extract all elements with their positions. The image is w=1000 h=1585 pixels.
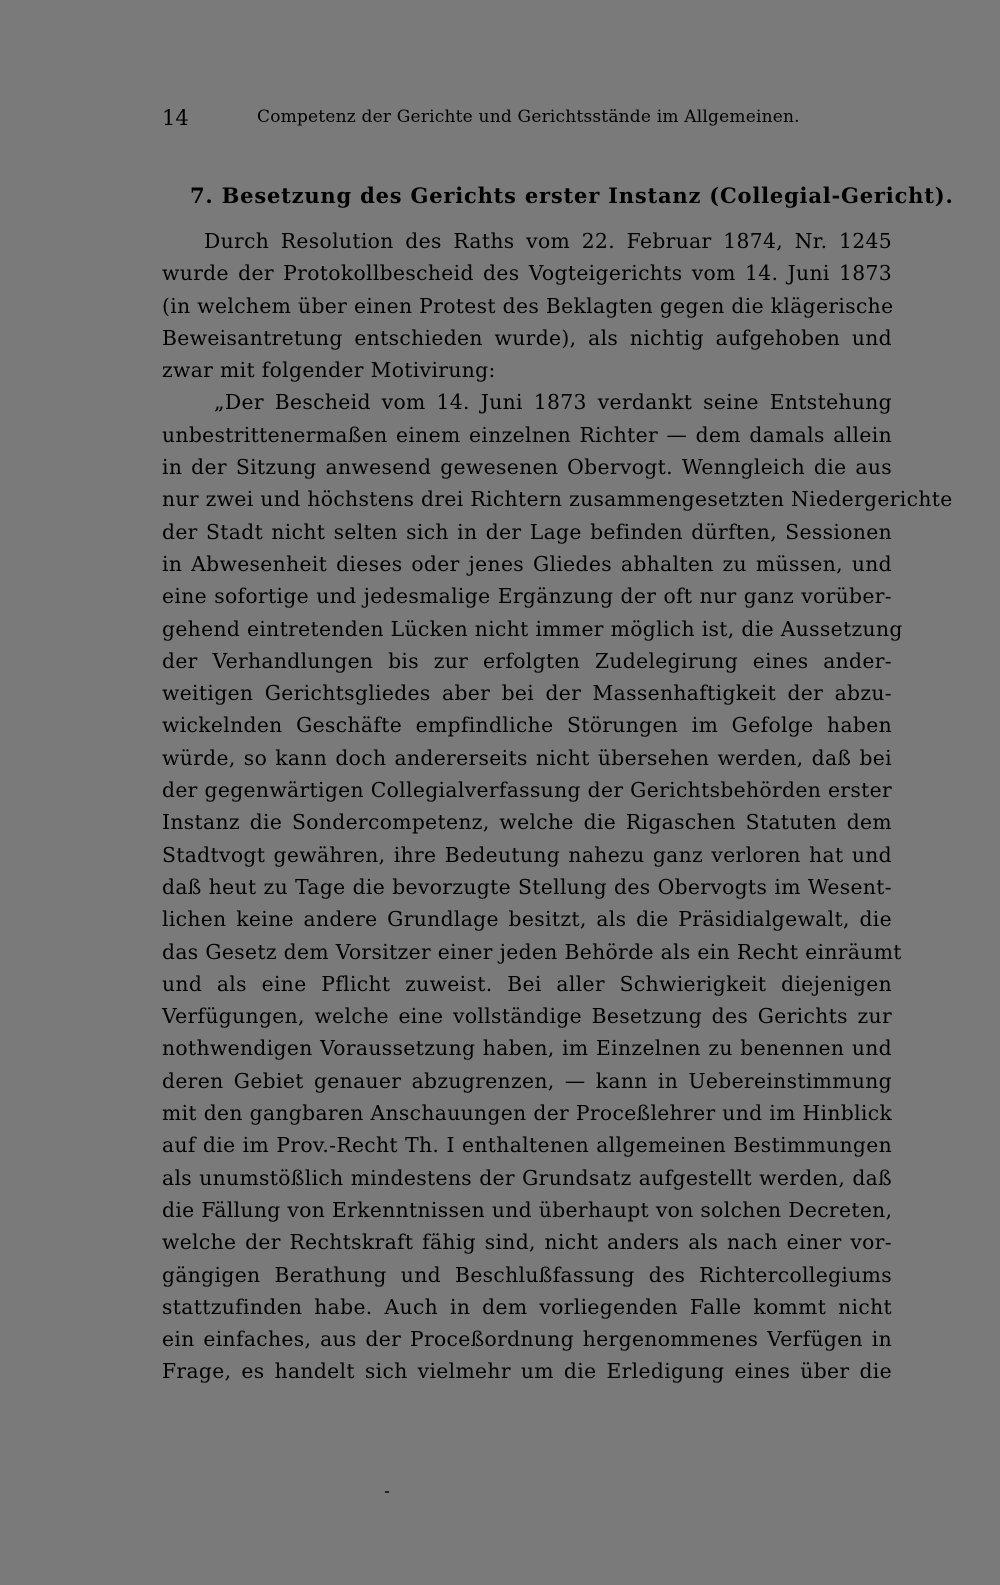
text-line: Stadtvogt gewähren, ihre Bedeutung nahezu ganz verloren hat und — [162, 842, 892, 867]
text-line: Durch Resolution des Raths vom 22. Februar 1874, Nr. 1245 — [204, 229, 892, 253]
text-line: „Der Bescheid vom 14. Juni 1873 verdankt seine Entstehung — [214, 390, 892, 415]
running-head — [162, 106, 822, 136]
page-number: 14 — [162, 106, 189, 130]
text-line: Frage, es handelt sich vielmehr um die Erledigung eines über die — [162, 1359, 892, 1384]
text-line: deren Gebiet genauer abzugrenzen, — kann in Uebereinstimmung — [162, 1068, 892, 1093]
text-line: als unumstößlich mindestens der Grundsatz aufgestellt werden, daß — [162, 1165, 892, 1190]
text-line: lichen keine andere Grundlage besitzt, als die Präsidialgewalt, die — [162, 907, 892, 932]
section-title: 7. Besetzung des Gerichts erster Instanz (Collegial-Gericht). — [190, 183, 954, 208]
text-line: der Stadt nicht selten sich in der Lage befinden dürften, Sessionen — [162, 519, 892, 544]
text-line: (in welchem über einen Protest des Beklagten gegen die klägerische — [162, 293, 894, 318]
text-line: stattzufinden habe. Auch in dem vorliegenden Falle kommt nicht — [162, 1294, 892, 1319]
running-head-title: Competenz der Gerichte und Gerichtsstände im Allgemeinen. — [257, 107, 800, 127]
text-line: auf die im Prov.-Recht Th. I enthaltenen allgemeinen Bestimmungen — [162, 1133, 892, 1158]
text-line: eine sofortige und jedesmalige Ergänzung der oft nur ganz vorüber- — [162, 584, 892, 609]
text-line: ein einfaches, aus der Proceßordnung hergenommenes Verfügen in — [162, 1327, 892, 1352]
text-line: das Gesetz dem Vorsitzer einer jeden Behörde als ein Recht einräumt — [162, 939, 902, 964]
text-line: Verfügungen, welche eine vollständige Besetzung des Gerichts zur — [162, 1004, 892, 1029]
scan-speck — [385, 1491, 389, 1493]
text-line: wurde der Protokollbescheid des Vogteigerichts vom 14. Juni 1873 — [162, 261, 892, 286]
text-line: der gegenwärtigen Collegialverfassung der Gerichtsbehörden erster — [162, 778, 892, 803]
text-line: wickelnden Geschäfte empfindliche Störungen im Gefolge haben — [162, 713, 892, 738]
text-line: nur zwei und höchstens drei Richtern zusammengesetzten Niedergerichte — [162, 487, 953, 512]
text-line: nothwendigen Voraussetzung haben, im Einzelnen zu benennen und — [162, 1036, 892, 1061]
text-line: welche der Rechtskraft fähig sind, nicht anders als nach einer vor- — [162, 1230, 892, 1255]
text-line: in Abwesenheit dieses oder jenes Gliedes abhalten zu müssen, und — [162, 551, 892, 576]
text-line: in der Sitzung anwesend gewesenen Obervogt. Wenngleich die aus — [162, 455, 892, 480]
text-line: weitigen Gerichtsgliedes aber bei der Massenhaftigkeit der abzu- — [162, 681, 892, 706]
body-text — [162, 225, 953, 1388]
text-line: mit den gangbaren Anschauungen der Proceßlehrer und im Hinblick — [162, 1101, 893, 1126]
text-line: zwar mit folgender Motivirung: — [162, 358, 496, 383]
text-line: Beweisantretung entschieden wurde), als nichtig aufgehoben und — [162, 325, 892, 350]
text-line: die Fällung von Erkenntnissen und überhaupt von solchen Decreten, — [162, 1197, 893, 1222]
text-line: gehend eintretenden Lücken nicht immer möglich ist, die Aussetzung — [162, 616, 903, 641]
text-line: gängigen Berathung und Beschlußfassung des Richtercollegiums — [162, 1262, 892, 1287]
text-line: der Verhandlungen bis zur erfolgten Zudelegirung eines ander- — [162, 648, 892, 673]
text-line: Instanz die Sondercompetenz, welche die Rigaschen Statuten dem — [162, 810, 892, 835]
text-line: und als eine Pflicht zuweist. Bei aller Schwierigkeit diejenigen — [162, 971, 892, 996]
text-line: unbestrittenermaßen einem einzelnen Richter — dem damals allein — [162, 422, 892, 447]
text-line: daß heut zu Tage die bevorzugte Stellung des Obervogts im Wesent- — [162, 874, 892, 899]
text-line: würde, so kann doch andererseits nicht übersehen werden, daß bei — [162, 745, 892, 770]
